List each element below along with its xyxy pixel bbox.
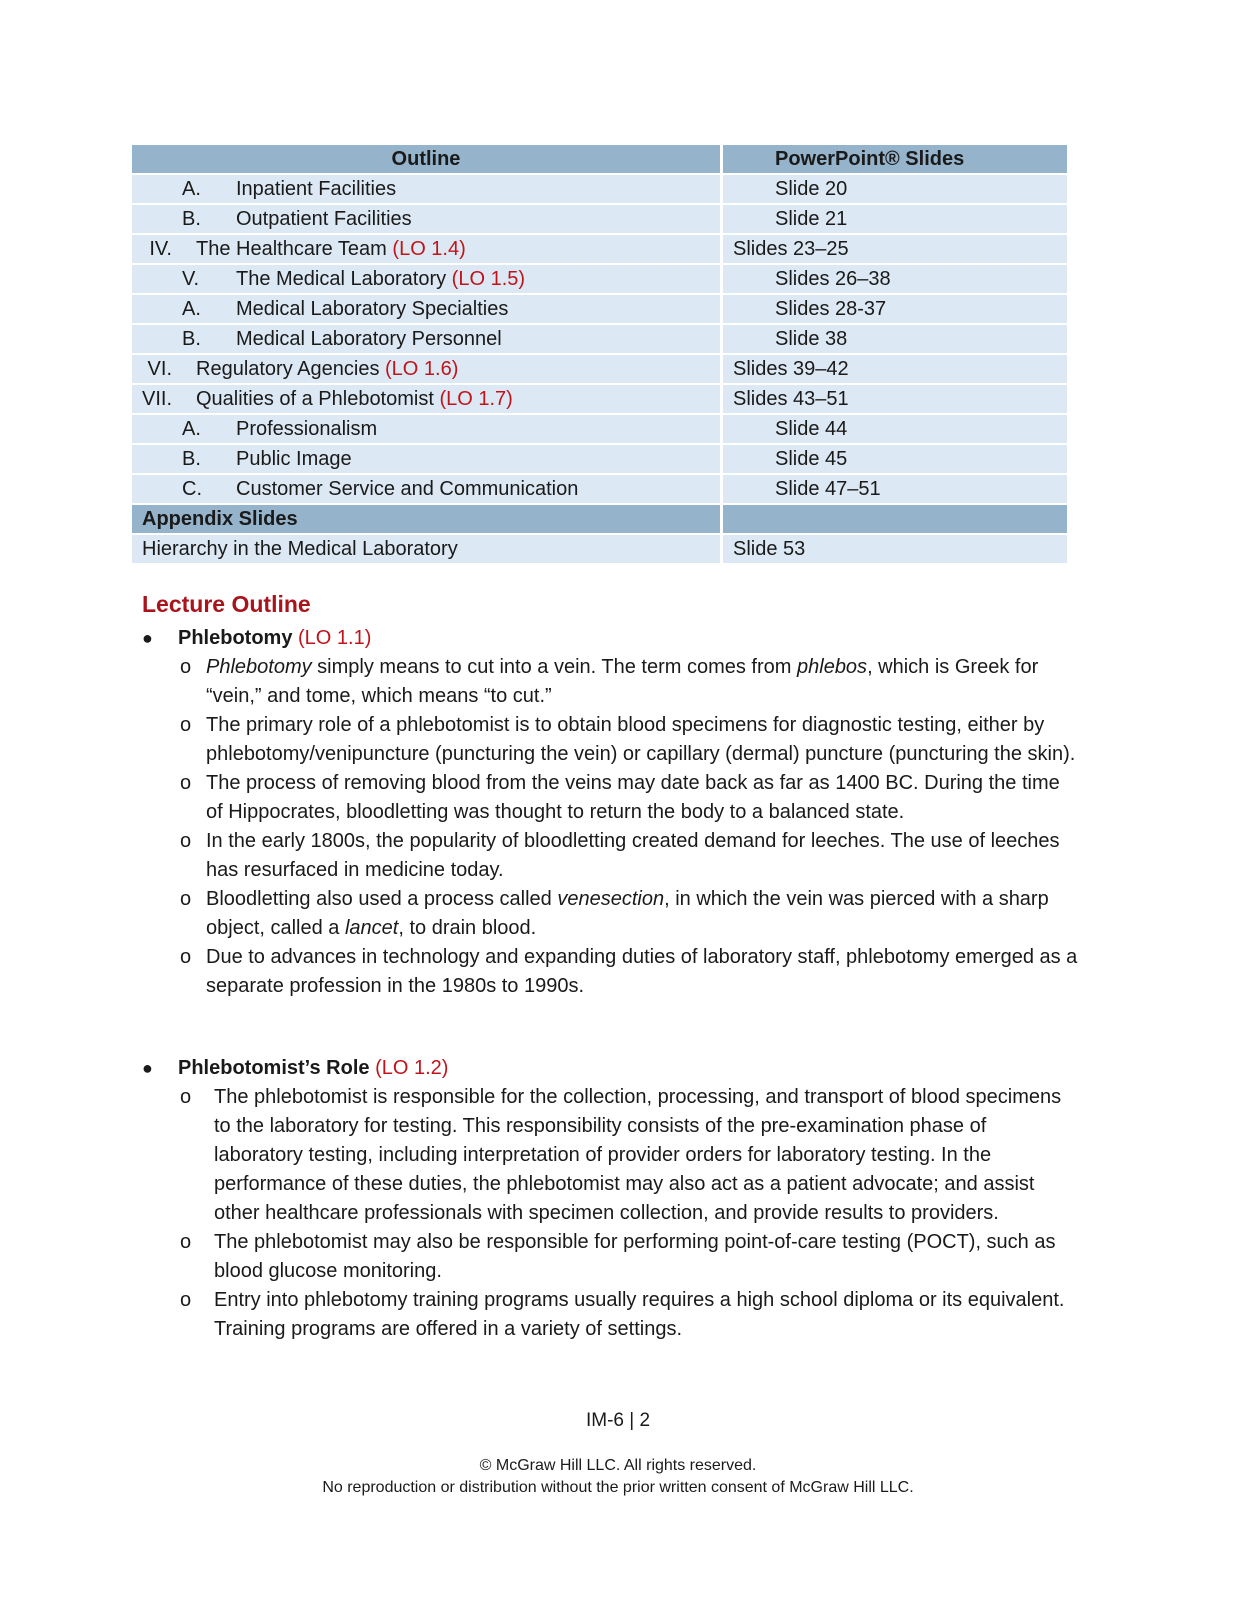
outline-number: VII. — [141, 388, 172, 410]
outline-title-wrap — [236, 419, 377, 439]
outline-title: Regulatory Agencies — [196, 358, 380, 380]
outline-number: VI. — [147, 358, 172, 380]
outline-title-wrap — [236, 449, 352, 469]
text-run: , which is Greek for “vein,” and tome, which means “to cut.” — [206, 656, 1039, 707]
learning-outcome: (LO 1.7) — [439, 388, 513, 410]
appendix-row-title: Hierarchy in the Medical Laboratory — [142, 538, 458, 560]
page-number: IM-6 | 2 — [585, 1410, 651, 1431]
table-row — [132, 265, 1067, 293]
list-item — [140, 827, 1080, 885]
outline-cell — [132, 325, 723, 353]
text-run: , to drain blood. — [398, 917, 537, 939]
outline-title-wrap — [236, 269, 525, 289]
outline-number: A. — [182, 418, 201, 440]
bullet-dot-icon: ● — [142, 1058, 153, 1078]
outline-cell — [132, 235, 723, 263]
outline-title-wrap — [236, 329, 502, 349]
outline-title: Outpatient Facilities — [236, 208, 412, 230]
copyright-footer — [0, 1455, 1236, 1499]
list-item — [140, 1228, 1080, 1286]
outline-number: B. — [182, 208, 201, 230]
learning-outcome: (LO 1.5) — [451, 268, 526, 290]
hollow-bullet-icon: o — [180, 714, 192, 736]
outline-title: Qualities of a Phlebotomist — [196, 388, 434, 410]
outline-cell — [132, 355, 723, 383]
outline-number: A. — [182, 178, 201, 200]
appendix-header-row — [132, 505, 1067, 533]
outline-title-wrap — [236, 179, 396, 199]
list-item — [140, 1286, 1080, 1344]
table-row — [132, 445, 1067, 473]
italic-term: lancet — [344, 917, 399, 939]
italic-term: venesection — [557, 888, 665, 910]
list-item — [140, 769, 1080, 827]
outline-title: The Medical Laboratory — [236, 268, 447, 290]
bullet-dot-icon: ● — [142, 628, 153, 648]
outline-title-wrap — [236, 479, 578, 499]
learning-outcome: (LO 1.2) — [375, 1057, 449, 1079]
learning-outcome: (LO 1.1) — [298, 627, 372, 649]
text-run: simply means to cut into a vein. The term comes from — [311, 656, 797, 678]
outline-cell — [132, 295, 723, 323]
list-item — [140, 1083, 1080, 1228]
slides-cell: Slide 45 — [723, 445, 1067, 473]
outline-title-wrap — [196, 389, 513, 409]
table-row — [132, 295, 1067, 323]
italic-term: phlebos — [797, 656, 868, 678]
appendix-row-slides: Slide 53 — [723, 535, 1067, 563]
hollow-bullet-icon: o — [180, 946, 192, 968]
outline-number: B. — [182, 328, 201, 350]
list-item — [140, 653, 1080, 711]
appendix-header-empty — [723, 505, 1067, 533]
reproduction-notice: No reproduction or distribution without the prior written consent of McGraw Hill LLC. — [322, 1479, 914, 1496]
copyright-line: © McGraw Hill LLC. All rights reserved. — [479, 1457, 757, 1474]
table-row — [132, 235, 1067, 263]
section-heading: Phlebotomist’s Role — [178, 1057, 370, 1079]
table-row — [132, 475, 1067, 503]
sub-bullet-list — [140, 653, 1080, 1001]
outline-cell — [132, 445, 723, 473]
outline-table-body — [132, 175, 1067, 503]
text-run: Entry into phlebotomy training programs usually requires a high school diploma or its equivalent. Training programs are offered in a variety of settings. — [214, 1289, 1065, 1340]
outline-column-header: Outline — [132, 145, 723, 173]
text-run: The phlebotomist may also be responsible for performing point-of-care testing (POCT), such as blood glucose monitoring. — [214, 1231, 1056, 1282]
hollow-bullet-icon: o — [180, 830, 192, 852]
slides-cell: Slides 28-37 — [723, 295, 1067, 323]
outline-cell — [132, 385, 723, 413]
outline-title: Medical Laboratory Specialties — [236, 298, 509, 320]
text-run: The primary role of a phlebotomist is to obtain blood specimens for diagnostic testing, either by phlebotomy/venipuncture (puncturing the vein) or capillary (dermal) puncture (puncturing the skin). — [206, 714, 1076, 765]
outline-number: IV. — [149, 238, 172, 260]
table-row — [132, 175, 1067, 203]
text-run: Due to advances in technology and expanding duties of laboratory staff, phlebotomy emerged as a separate profession in the 1980s to 1990s. — [206, 946, 1078, 997]
outline-title-wrap — [196, 239, 466, 259]
text-run: Bloodletting also used a process called — [206, 888, 558, 910]
outline-title: Inpatient Facilities — [236, 178, 397, 200]
slides-column-header: PowerPoint® Slides — [723, 145, 1067, 173]
appendix-header: Appendix Slides — [132, 505, 723, 533]
slides-cell: Slides 43–51 — [723, 385, 1067, 413]
section-heading: Phlebotomy — [178, 627, 293, 649]
outline-cell — [132, 175, 723, 203]
hollow-bullet-icon: o — [180, 772, 192, 794]
outline-title-wrap — [196, 359, 458, 379]
slides-cell: Slide 44 — [723, 415, 1067, 443]
lecture-outline-title: Lecture Outline — [142, 591, 311, 617]
sub-bullet-list — [140, 1083, 1080, 1344]
table-row — [132, 355, 1067, 383]
learning-outcome: (LO 1.4) — [392, 238, 466, 260]
list-item — [140, 943, 1080, 1001]
slides-cell: Slides 39–42 — [723, 355, 1067, 383]
bullet-heading — [140, 1054, 1080, 1083]
outline-number: C. — [182, 478, 202, 500]
outline-title-wrap — [236, 209, 412, 229]
section-phlebotomy — [140, 624, 1080, 1001]
section-phlebotomists-role — [140, 1054, 1080, 1344]
appendix-row — [132, 535, 1067, 563]
outline-title-wrap — [236, 299, 508, 319]
list-item — [140, 885, 1080, 943]
slides-cell: Slide 38 — [723, 325, 1067, 353]
table-row — [132, 415, 1067, 443]
learning-outcome: (LO 1.6) — [385, 358, 459, 380]
bullet-heading — [140, 624, 1080, 653]
slides-cell: Slide 47–51 — [723, 475, 1067, 503]
slides-cell: Slides 26–38 — [723, 265, 1067, 293]
slides-cell: Slide 20 — [723, 175, 1067, 203]
text-run: The process of removing blood from the veins may date back as far as 1400 BC. During the time of Hippocrates, bloodletting was thought to return the body to a balanced state. — [206, 772, 1060, 823]
outline-number: V. — [182, 268, 200, 290]
slides-cell: Slides 23–25 — [723, 235, 1067, 263]
list-item — [140, 711, 1080, 769]
table-header-row — [132, 145, 1067, 173]
outline-title: Professionalism — [236, 418, 378, 440]
text-run: The phlebotomist is responsible for the collection, processing, and transport of blood specimens to the laboratory for testing. This responsibility consists of the pre-examination phase of laboratory testing, including interpretation of provider orders for laboratory testing. In the performance of these duties, the phlebotomist may also act as a patient advocate; and assist other healthcare professionals with specimen collection, and provide results to providers. — [214, 1086, 1062, 1224]
outline-number: B. — [182, 448, 201, 470]
slides-cell: Slide 21 — [723, 205, 1067, 233]
text-run: In the early 1800s, the popularity of bloodletting created demand for leeches. The use of leeches has resurfaced in medicine today. — [206, 830, 1060, 881]
text-run: , in which the vein was pierced with a sharp object, called a — [206, 888, 1049, 939]
outline-cell — [132, 205, 723, 233]
outline-number: A. — [182, 298, 201, 320]
table-row — [132, 325, 1067, 353]
outline-title: Customer Service and Communication — [236, 478, 579, 500]
italic-term: Phlebotomy — [206, 656, 312, 678]
hollow-bullet-icon: o — [180, 1231, 192, 1253]
table-row — [132, 385, 1067, 413]
hollow-bullet-icon: o — [180, 888, 192, 910]
hollow-bullet-icon: o — [180, 656, 192, 678]
hollow-bullet-icon: o — [180, 1086, 192, 1108]
outline-table — [132, 143, 1067, 565]
table-row — [132, 205, 1067, 233]
outline-title: The Healthcare Team — [196, 238, 387, 260]
outline-cell — [132, 475, 723, 503]
outline-title: Medical Laboratory Personnel — [236, 328, 502, 350]
outline-title: Public Image — [236, 448, 352, 470]
hollow-bullet-icon: o — [180, 1289, 192, 1311]
outline-cell — [132, 415, 723, 443]
outline-cell — [132, 265, 723, 293]
